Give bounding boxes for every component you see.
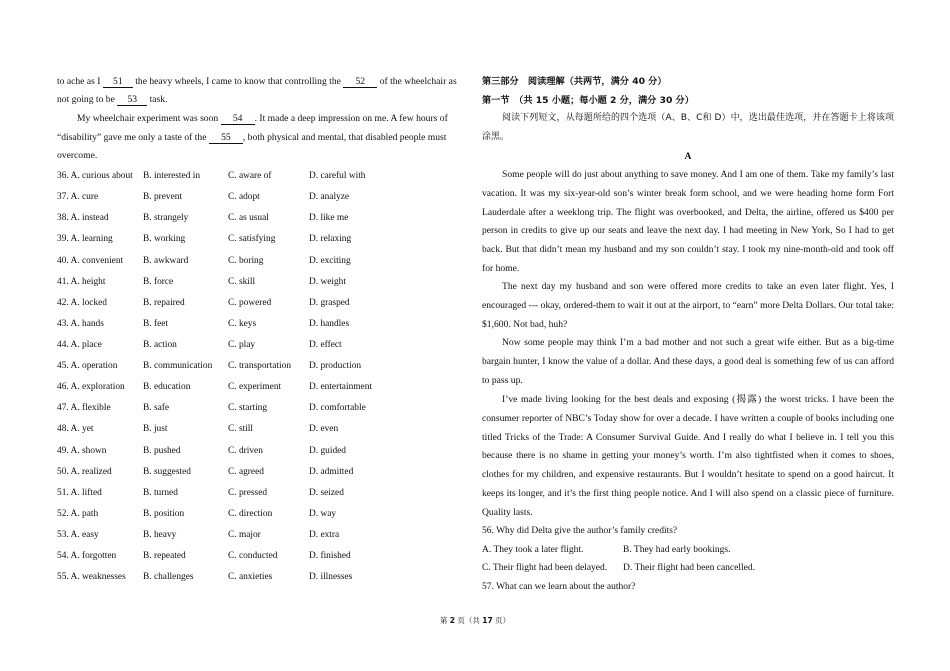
text: . It made a deep impression on me. A few hours of xyxy=(254,113,448,124)
option-c: C. powered xyxy=(228,298,272,308)
option-a: 43. A. hands xyxy=(57,319,104,329)
page-total: 17 xyxy=(482,616,493,625)
option-a: 52. A. path xyxy=(57,509,99,519)
option-b: B. suggested xyxy=(143,467,191,477)
option-d: D. grasped xyxy=(309,298,350,308)
option-b: B. repeated xyxy=(143,551,186,561)
blank-51: 51 xyxy=(103,77,133,88)
option-d: D. production xyxy=(309,361,362,371)
option-d: D. careful with xyxy=(309,171,366,181)
option-c: C. anxieties xyxy=(228,572,273,582)
passage-paragraph-3: Now some people may think I’m a bad mother and not such a great wife either. But as a big-time bargain hunter, I know the value of a dollar. And these days, a good deal is something few of us can afford to pass up. xyxy=(482,337,894,386)
option-d: D. weight xyxy=(309,277,346,287)
blank-53: 53 xyxy=(117,95,147,106)
intro-line-1 xyxy=(57,76,457,88)
option-b: B. strangely xyxy=(143,213,189,223)
option-a: 38. A. instead xyxy=(57,213,109,223)
option-c: C. major xyxy=(228,530,261,540)
option-d: D. relaxing xyxy=(309,234,352,244)
option-b: B. education xyxy=(143,382,191,392)
option-c: C. direction xyxy=(228,509,273,519)
option-d: D. even xyxy=(309,424,339,434)
question-56-option-d: D. Their flight had been cancelled. xyxy=(623,563,755,573)
option-b: B. interested in xyxy=(143,171,201,181)
option-c: C. experiment xyxy=(228,382,282,392)
option-b: B. safe xyxy=(143,403,170,413)
option-d: D. entertainment xyxy=(309,382,372,392)
option-c: C. play xyxy=(228,340,256,350)
para2-line-1 xyxy=(77,113,448,125)
question-56-stem: 56. Why did Delta give the author’s family credits? xyxy=(482,526,678,536)
option-b: B. turned xyxy=(143,488,178,498)
passage-paragraph-2: The next day my husband and son were offered more credits to take an even later flight. Yes, I encouraged --- okay, ordered-them to wait it out at the airport, to “earn” more Delta Dollars. Our total take: $1,600. Not bad, huh? xyxy=(482,281,894,330)
option-d: D. way xyxy=(309,509,337,519)
text: the heavy wheels, I came to know that controlling the xyxy=(132,76,344,87)
option-d: D. admitted xyxy=(309,467,354,477)
text: of the wheelchair as xyxy=(377,76,457,87)
passage-paragraph-1: Some people will do just about anything to save money. And I am one of them. Take my family’s last vacation. It was my six-year-old son’s winter break form school, and we were heading home form Fort Lauderdale after a weeklong trip. The flight was overbooked, and Delta, the airline, offered us $400 per person in credits to give up our seats and leave the next day. I had meeting in New York, So I had to get back. But that didn’t mean my husband and my son couldn’t stay. I took my nine-month-old and took off for home. xyxy=(482,169,894,274)
option-c: C. adopt xyxy=(228,192,260,202)
option-b: B. force xyxy=(143,277,174,287)
para2-line-2 xyxy=(57,132,446,144)
passage-paragraph-4: I’ve made living looking for the best deals and exposing (揭露) the worst tricks. I have been the consumer reporter of NBC’s Today show for over a decade. I have written a couple of books including one titled Tricks of the Trade: A Consumer Survival Guide. And I really do what I believe in. I tell you this because there is no shame in getting your money’s worth. I’m also tightfisted when it comes to shoes, clothes for my children, and expensive restaurants. But I wouldn’t hesitate to spend on a good haircut. It keeps its longer, and it’s the first thing people notice. And I will also spend on a classic piece of furniture. Quality lasts. xyxy=(482,394,894,518)
text: to ache as I xyxy=(57,76,103,87)
subsection-title: 第一节 （共 15 小题；每小题 2 分，满分 30 分） xyxy=(482,95,694,106)
option-c: C. agreed xyxy=(228,467,264,477)
text: , both physical and mental, that disabled people must xyxy=(242,132,447,143)
option-d: D. handles xyxy=(309,319,350,329)
option-a: 46. A. exploration xyxy=(57,382,125,392)
option-a: 48. A. yet xyxy=(57,424,94,434)
page-number: 2 xyxy=(449,616,455,625)
option-a: 36. A. curious about xyxy=(57,171,133,181)
option-c: C. aware of xyxy=(228,171,272,181)
option-a: 44. A. place xyxy=(57,340,102,350)
text: My wheelchair experiment was soon xyxy=(77,113,221,124)
option-a: 42. A. locked xyxy=(57,298,107,308)
option-b: B. feet xyxy=(143,319,168,329)
option-c: C. driven xyxy=(228,446,263,456)
option-c: C. starting xyxy=(228,403,268,413)
option-c: C. skill xyxy=(228,277,256,287)
option-c: C. boring xyxy=(228,256,264,266)
option-b: B. position xyxy=(143,509,185,519)
passage-label: A xyxy=(684,151,692,162)
blank-55: 55 xyxy=(209,133,243,144)
option-a: 40. A. convenient xyxy=(57,256,124,266)
option-a: 51. A. lifted xyxy=(57,488,102,498)
text: not going to be xyxy=(57,94,118,105)
option-a: 39. A. learning xyxy=(57,234,113,244)
text: 页（共 xyxy=(455,616,483,625)
option-b: B. action xyxy=(143,340,177,350)
question-56-option-a: A. They took a later flight. xyxy=(482,545,584,555)
page-footer xyxy=(0,615,950,626)
option-b: B. pushed xyxy=(143,446,181,456)
option-c: C. transportation xyxy=(228,361,292,371)
option-d: D. illnesses xyxy=(309,572,353,582)
option-d: D. extra xyxy=(309,530,340,540)
option-d: D. seized xyxy=(309,488,344,498)
instructions: 阅读下列短文，从每题所给的四个选项（A、B、C和 D）中，选出最佳选项，并在答题卡上将该项涂黑。 xyxy=(482,113,894,142)
option-a: 49. A. shown xyxy=(57,446,107,456)
option-d: D. like me xyxy=(309,213,349,223)
question-56-option-b: B. They had early bookings. xyxy=(623,545,731,555)
option-d: D. exciting xyxy=(309,256,351,266)
option-c: C. satisfying xyxy=(228,234,276,244)
option-c: C. still xyxy=(228,424,254,434)
option-d: D. finished xyxy=(309,551,351,561)
option-c: C. pressed xyxy=(228,488,268,498)
option-b: B. challenges xyxy=(143,572,194,582)
option-b: B. prevent xyxy=(143,192,183,202)
option-a: 45. A. operation xyxy=(57,361,118,371)
option-d: D. comfortable xyxy=(309,403,366,413)
text: 页） xyxy=(492,616,511,625)
option-d: D. analyze xyxy=(309,192,350,202)
question-56-option-c: C. Their flight had been delayed. xyxy=(482,563,608,573)
text: 第 xyxy=(439,616,450,625)
question-57-stem: 57. What can we learn about the author? xyxy=(482,582,636,592)
option-c: C. as usual xyxy=(228,213,269,223)
option-b: B. communication xyxy=(143,361,213,371)
option-b: B. working xyxy=(143,234,186,244)
option-b: B. repaired xyxy=(143,298,185,308)
option-a: 47. A. flexible xyxy=(57,403,111,413)
option-c: C. conducted xyxy=(228,551,278,561)
blank-54: 54 xyxy=(221,114,255,125)
option-a: 54. A. forgotten xyxy=(57,551,117,561)
option-b: B. awkward xyxy=(143,256,189,266)
option-c: C. keys xyxy=(228,319,257,329)
section-title: 第三部分 阅读理解（共两节，满分 40 分） xyxy=(482,76,667,87)
text: task. xyxy=(147,94,168,105)
option-d: D. effect xyxy=(309,340,342,350)
option-a: 53. A. easy xyxy=(57,530,99,540)
intro-line-2 xyxy=(57,94,168,106)
option-a: 55. A. weaknesses xyxy=(57,572,126,582)
option-b: B. just xyxy=(143,424,168,434)
blank-52: 52 xyxy=(343,77,377,88)
option-a: 37. A. cure xyxy=(57,192,99,202)
option-b: B. heavy xyxy=(143,530,177,540)
para2-line-3: overcome. xyxy=(57,150,98,161)
option-a: 50. A. realized xyxy=(57,467,112,477)
text: “disability” gave me only a taste of the xyxy=(57,132,209,143)
option-d: D. guided xyxy=(309,446,346,456)
option-a: 41. A. height xyxy=(57,277,106,287)
